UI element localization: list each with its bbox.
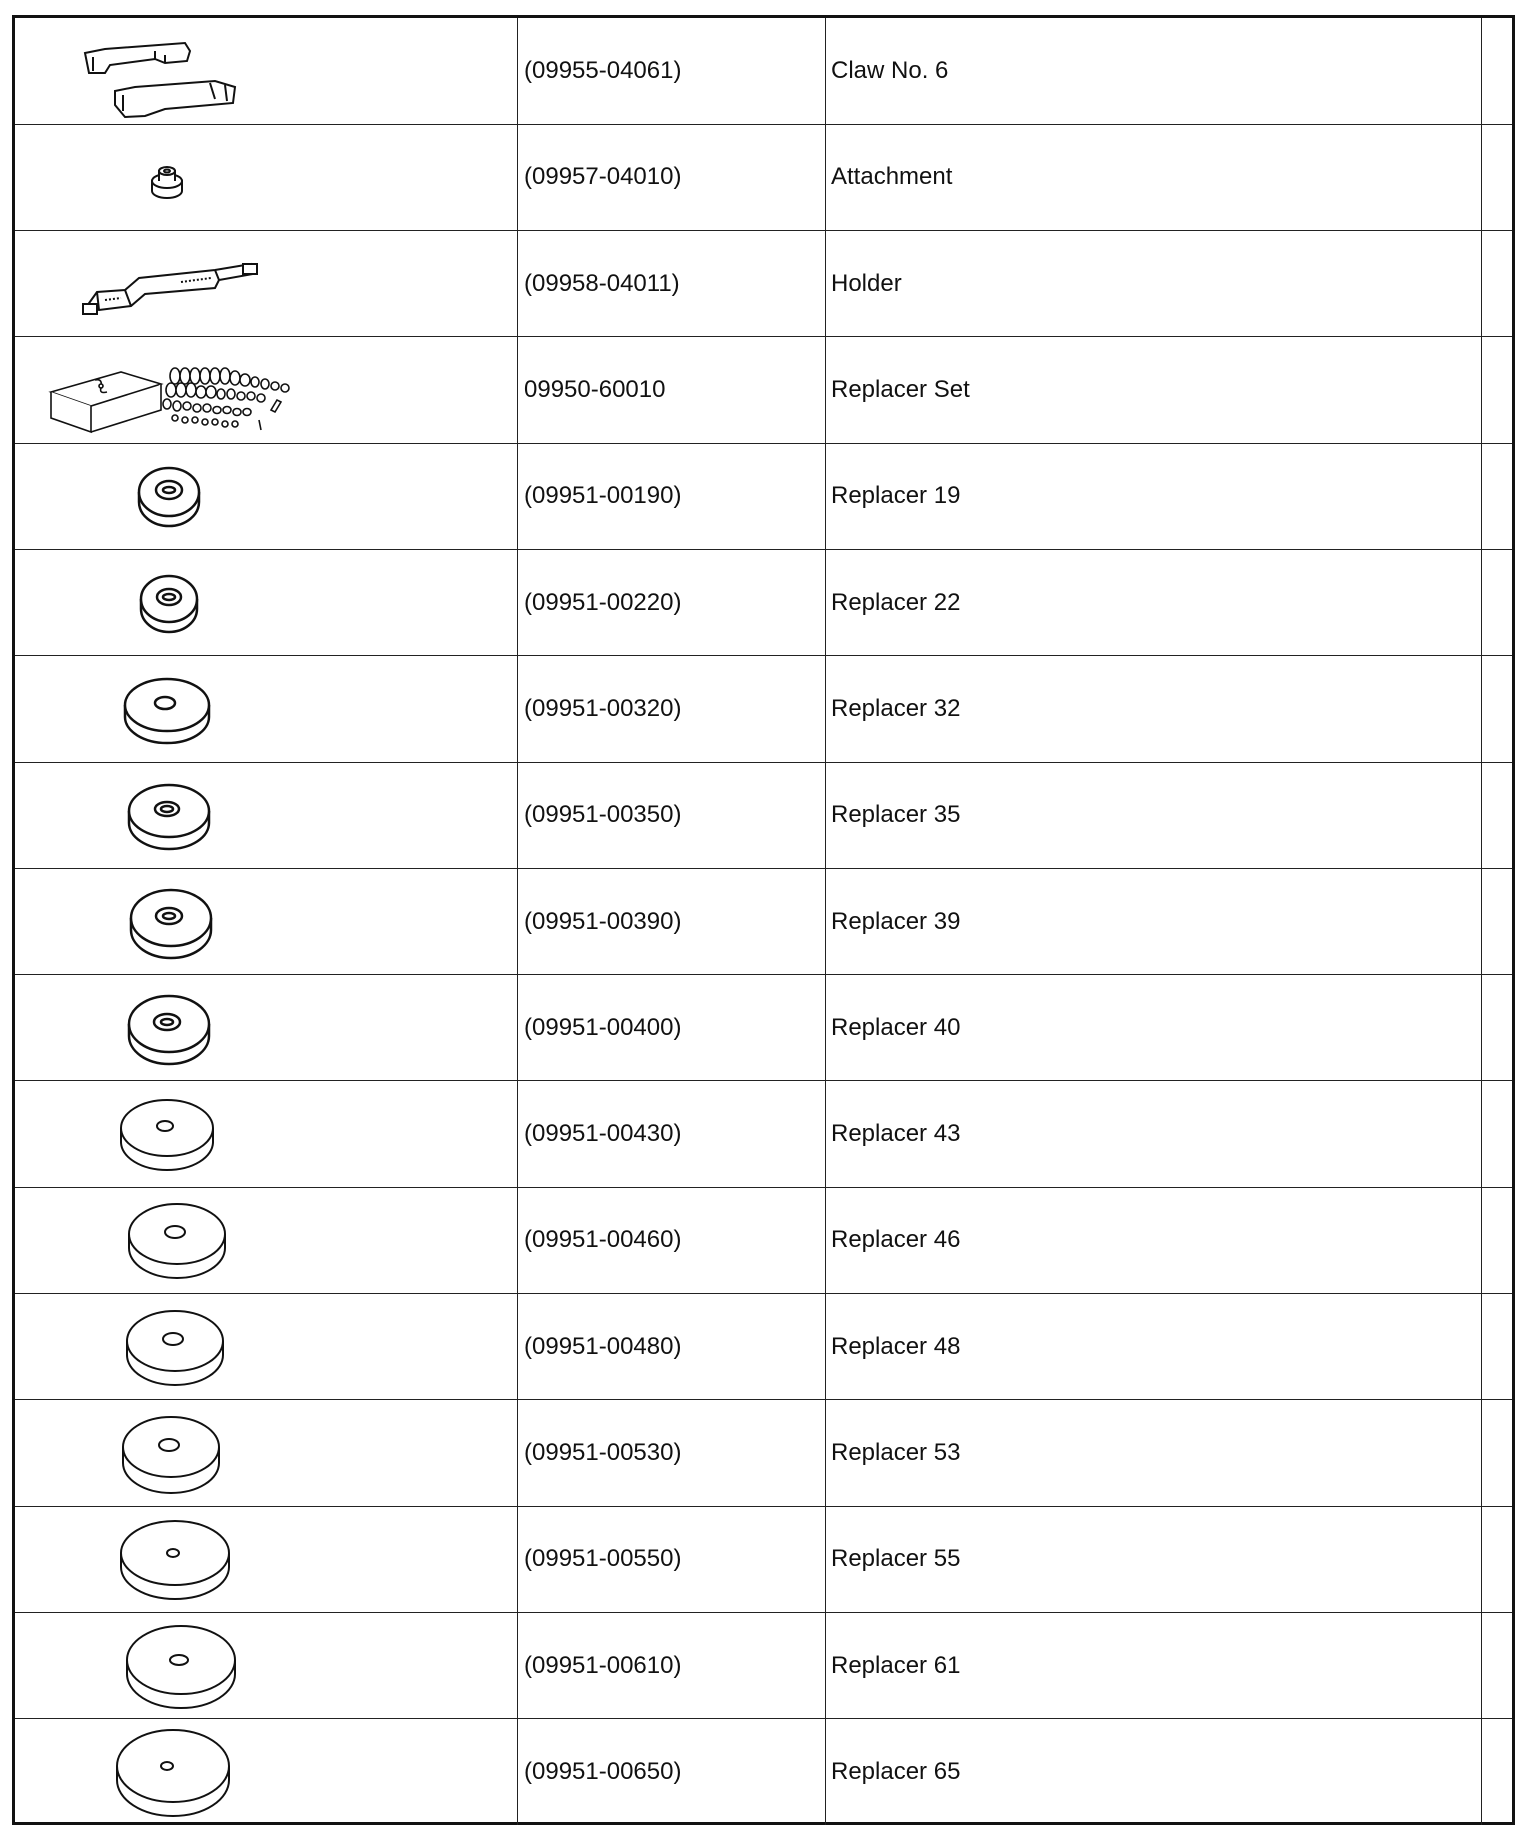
part-description: Replacer 55: [826, 1506, 1482, 1612]
replacer-ring-icon: [15, 978, 265, 1078]
part-description: Replacer 39: [826, 868, 1482, 974]
table-row: [15, 1506, 1512, 1612]
table-row: [15, 231, 1512, 337]
image-cell: [15, 1612, 518, 1718]
replacer-ring-icon: [15, 1297, 265, 1397]
table-row: [15, 1294, 1512, 1400]
part-description: Replacer 46: [826, 1187, 1482, 1293]
part-number: (09951-00320): [518, 656, 826, 762]
part-description: Replacer 32: [826, 656, 1482, 762]
special-tools-table: [15, 18, 1512, 1825]
table-row: [15, 337, 1512, 443]
blank-cell: [1482, 1187, 1513, 1293]
claw-icon: [15, 21, 265, 121]
image-cell: [15, 1719, 518, 1825]
tools-table-sheet: [12, 15, 1515, 1825]
image-cell: [15, 1294, 518, 1400]
part-number: (09951-00650): [518, 1719, 826, 1825]
replacer-ring-icon: [15, 1722, 265, 1822]
part-number: 09950-60010: [518, 337, 826, 443]
part-number: (09951-00430): [518, 1081, 826, 1187]
part-description: Replacer 48: [826, 1294, 1482, 1400]
table-row: [15, 1081, 1512, 1187]
replacer-ring-icon: [15, 446, 265, 546]
replacer-ring-icon: [15, 1190, 265, 1290]
blank-cell: [1482, 762, 1513, 868]
part-description: Replacer 22: [826, 549, 1482, 655]
part-number: (09951-00480): [518, 1294, 826, 1400]
blank-cell: [1482, 656, 1513, 762]
part-description: Replacer 43: [826, 1081, 1482, 1187]
table-row: [15, 1400, 1512, 1506]
replacer-ring-icon: [15, 872, 265, 972]
part-description: Holder: [826, 231, 1482, 337]
blank-cell: [1482, 443, 1513, 549]
part-description: Replacer Set: [826, 337, 1482, 443]
table-row: [15, 656, 1512, 762]
part-number: (09951-00390): [518, 868, 826, 974]
blank-cell: [1482, 868, 1513, 974]
part-description: Attachment: [826, 124, 1482, 230]
blank-cell: [1482, 1081, 1513, 1187]
image-cell: [15, 231, 518, 337]
replacer-ring-icon: [15, 765, 265, 865]
table-row: [15, 868, 1512, 974]
replacer-ring-icon: [15, 1403, 265, 1503]
part-description: Claw No. 6: [826, 18, 1482, 124]
blank-cell: [1482, 549, 1513, 655]
blank-cell: [1482, 975, 1513, 1081]
part-description: Replacer 40: [826, 975, 1482, 1081]
replacer-ring-icon: [15, 553, 265, 653]
replacer-ring-icon: [15, 659, 265, 759]
replacer-set-icon: [15, 340, 305, 440]
blank-cell: [1482, 1506, 1513, 1612]
part-description: Replacer 53: [826, 1400, 1482, 1506]
replacer-ring-icon: [15, 1084, 265, 1184]
blank-cell: [1482, 1400, 1513, 1506]
table-row: [15, 975, 1512, 1081]
table-row: [15, 124, 1512, 230]
image-cell: [15, 18, 518, 124]
image-cell: [15, 443, 518, 549]
image-cell: [15, 975, 518, 1081]
image-cell: [15, 1081, 518, 1187]
replacer-ring-icon: [15, 1509, 265, 1609]
table-row: [15, 18, 1512, 124]
part-number: (09951-00460): [518, 1187, 826, 1293]
table-row: [15, 762, 1512, 868]
table-row: [15, 549, 1512, 655]
part-description: Replacer 61: [826, 1612, 1482, 1718]
image-cell: [15, 549, 518, 655]
table-row: [15, 1612, 1512, 1718]
blank-cell: [1482, 231, 1513, 337]
table-row: [15, 1719, 1512, 1825]
table-row: [15, 1187, 1512, 1293]
blank-cell: [1482, 337, 1513, 443]
blank-cell: [1482, 1719, 1513, 1825]
part-number: (09951-00530): [518, 1400, 826, 1506]
part-number: (09958-04011): [518, 231, 826, 337]
part-description: Replacer 19: [826, 443, 1482, 549]
image-cell: [15, 1506, 518, 1612]
part-number: (09951-00350): [518, 762, 826, 868]
replacer-ring-icon: [15, 1616, 265, 1716]
image-cell: [15, 124, 518, 230]
blank-cell: [1482, 1612, 1513, 1718]
attachment-icon: [15, 127, 265, 227]
part-number: (09951-00220): [518, 549, 826, 655]
image-cell: [15, 656, 518, 762]
part-description: Replacer 35: [826, 762, 1482, 868]
part-description: Replacer 65: [826, 1719, 1482, 1825]
part-number: (09957-04010): [518, 124, 826, 230]
blank-cell: [1482, 18, 1513, 124]
part-number: (09951-00400): [518, 975, 826, 1081]
table-row: [15, 443, 1512, 549]
image-cell: [15, 1187, 518, 1293]
holder-icon: [15, 234, 265, 334]
part-number: (09951-00190): [518, 443, 826, 549]
blank-cell: [1482, 1294, 1513, 1400]
blank-cell: [1482, 124, 1513, 230]
part-number: (09951-00610): [518, 1612, 826, 1718]
image-cell: [15, 762, 518, 868]
image-cell: [15, 1400, 518, 1506]
part-number: (09951-00550): [518, 1506, 826, 1612]
image-cell: [15, 337, 518, 443]
part-number: (09955-04061): [518, 18, 826, 124]
image-cell: [15, 868, 518, 974]
